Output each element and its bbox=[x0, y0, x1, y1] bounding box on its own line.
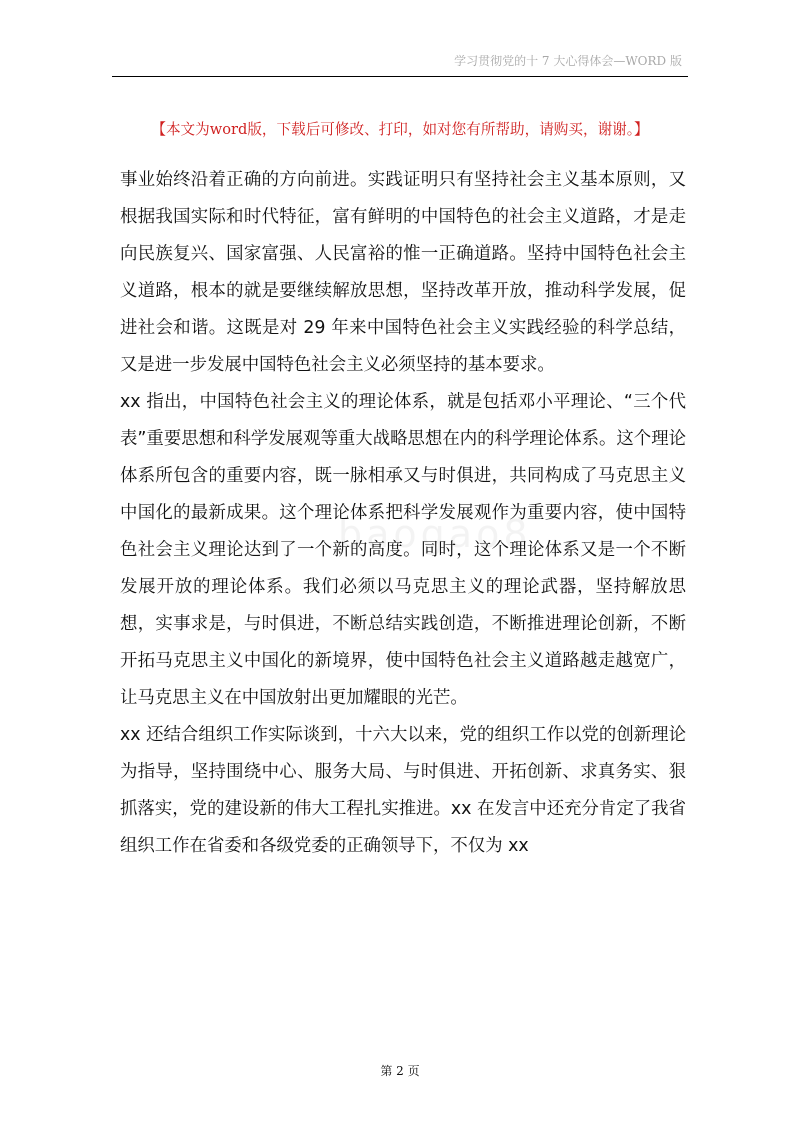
paragraph-2: xx 指出，中国特色社会主义的理论体系，就是包括邓小平理论、“三个代表”重要思想和科学发展观等重大战略思想在内的科学理论体系。这个理论体系所包含的重要内容，既一脉相承又与时俱进，共同构成了马克思主义中国化的最新成果。这个理论体系把科学发展观作为重要内容，使中国特色社会主义理论达到了一个新的高度。同时，这个理论体系又是一个不断发展开放的理论体系。我们必须以马克思主义的理论武器，坚持解放思想，实事求是，与时俱进，不断总结实践创造，不断推进理论创新，不断开拓马克思主义中国化的新境界，使中国特色社会主义道路越走越宽广，让马克思主义在中国放射出更加耀眼的光芒。 bbox=[120, 392, 686, 708]
page-number: 第 2 页 bbox=[380, 1064, 420, 1078]
purchase-notice: 【本文为word版，下载后可修改、打印，如对您有所帮助，请购买，谢谢。】 bbox=[151, 121, 649, 138]
document-body bbox=[120, 162, 686, 865]
paragraph-3: xx 还结合组织工作实际谈到，十六大以来，党的组织工作以党的创新理论为指导，坚持围绕中心、服务大局、与时俱进、开拓创新、求真务实、狠抓落实，党的建设新的伟大工程扎实推进。xx 在发言中还充分肯定了我省组织工作在省委和各级党委的正确领导下，不仅为 xx bbox=[120, 725, 686, 856]
header-title: 学习贯彻党的十 7 大心得体会—WORD 版 bbox=[454, 54, 682, 68]
header-divider bbox=[112, 76, 688, 77]
paragraph-1: 事业始终沿着正确的方向前进。实践证明只有坚持社会主义基本原则，又根据我国实际和时代特征，富有鲜明的中国特色的社会主义道路，才是走向民族复兴、国家富强、人民富裕的惟一正确道路。坚持中国特色社会主义道路，根本的就是要继续解放思想，坚持改革开放，推动科学发展，促进社会和谐。这既是对 29 年来中国特色社会主义实践经验的科学总结，又是进一步发展中国特色社会主义必须坚持的基本要求。 bbox=[120, 170, 686, 375]
